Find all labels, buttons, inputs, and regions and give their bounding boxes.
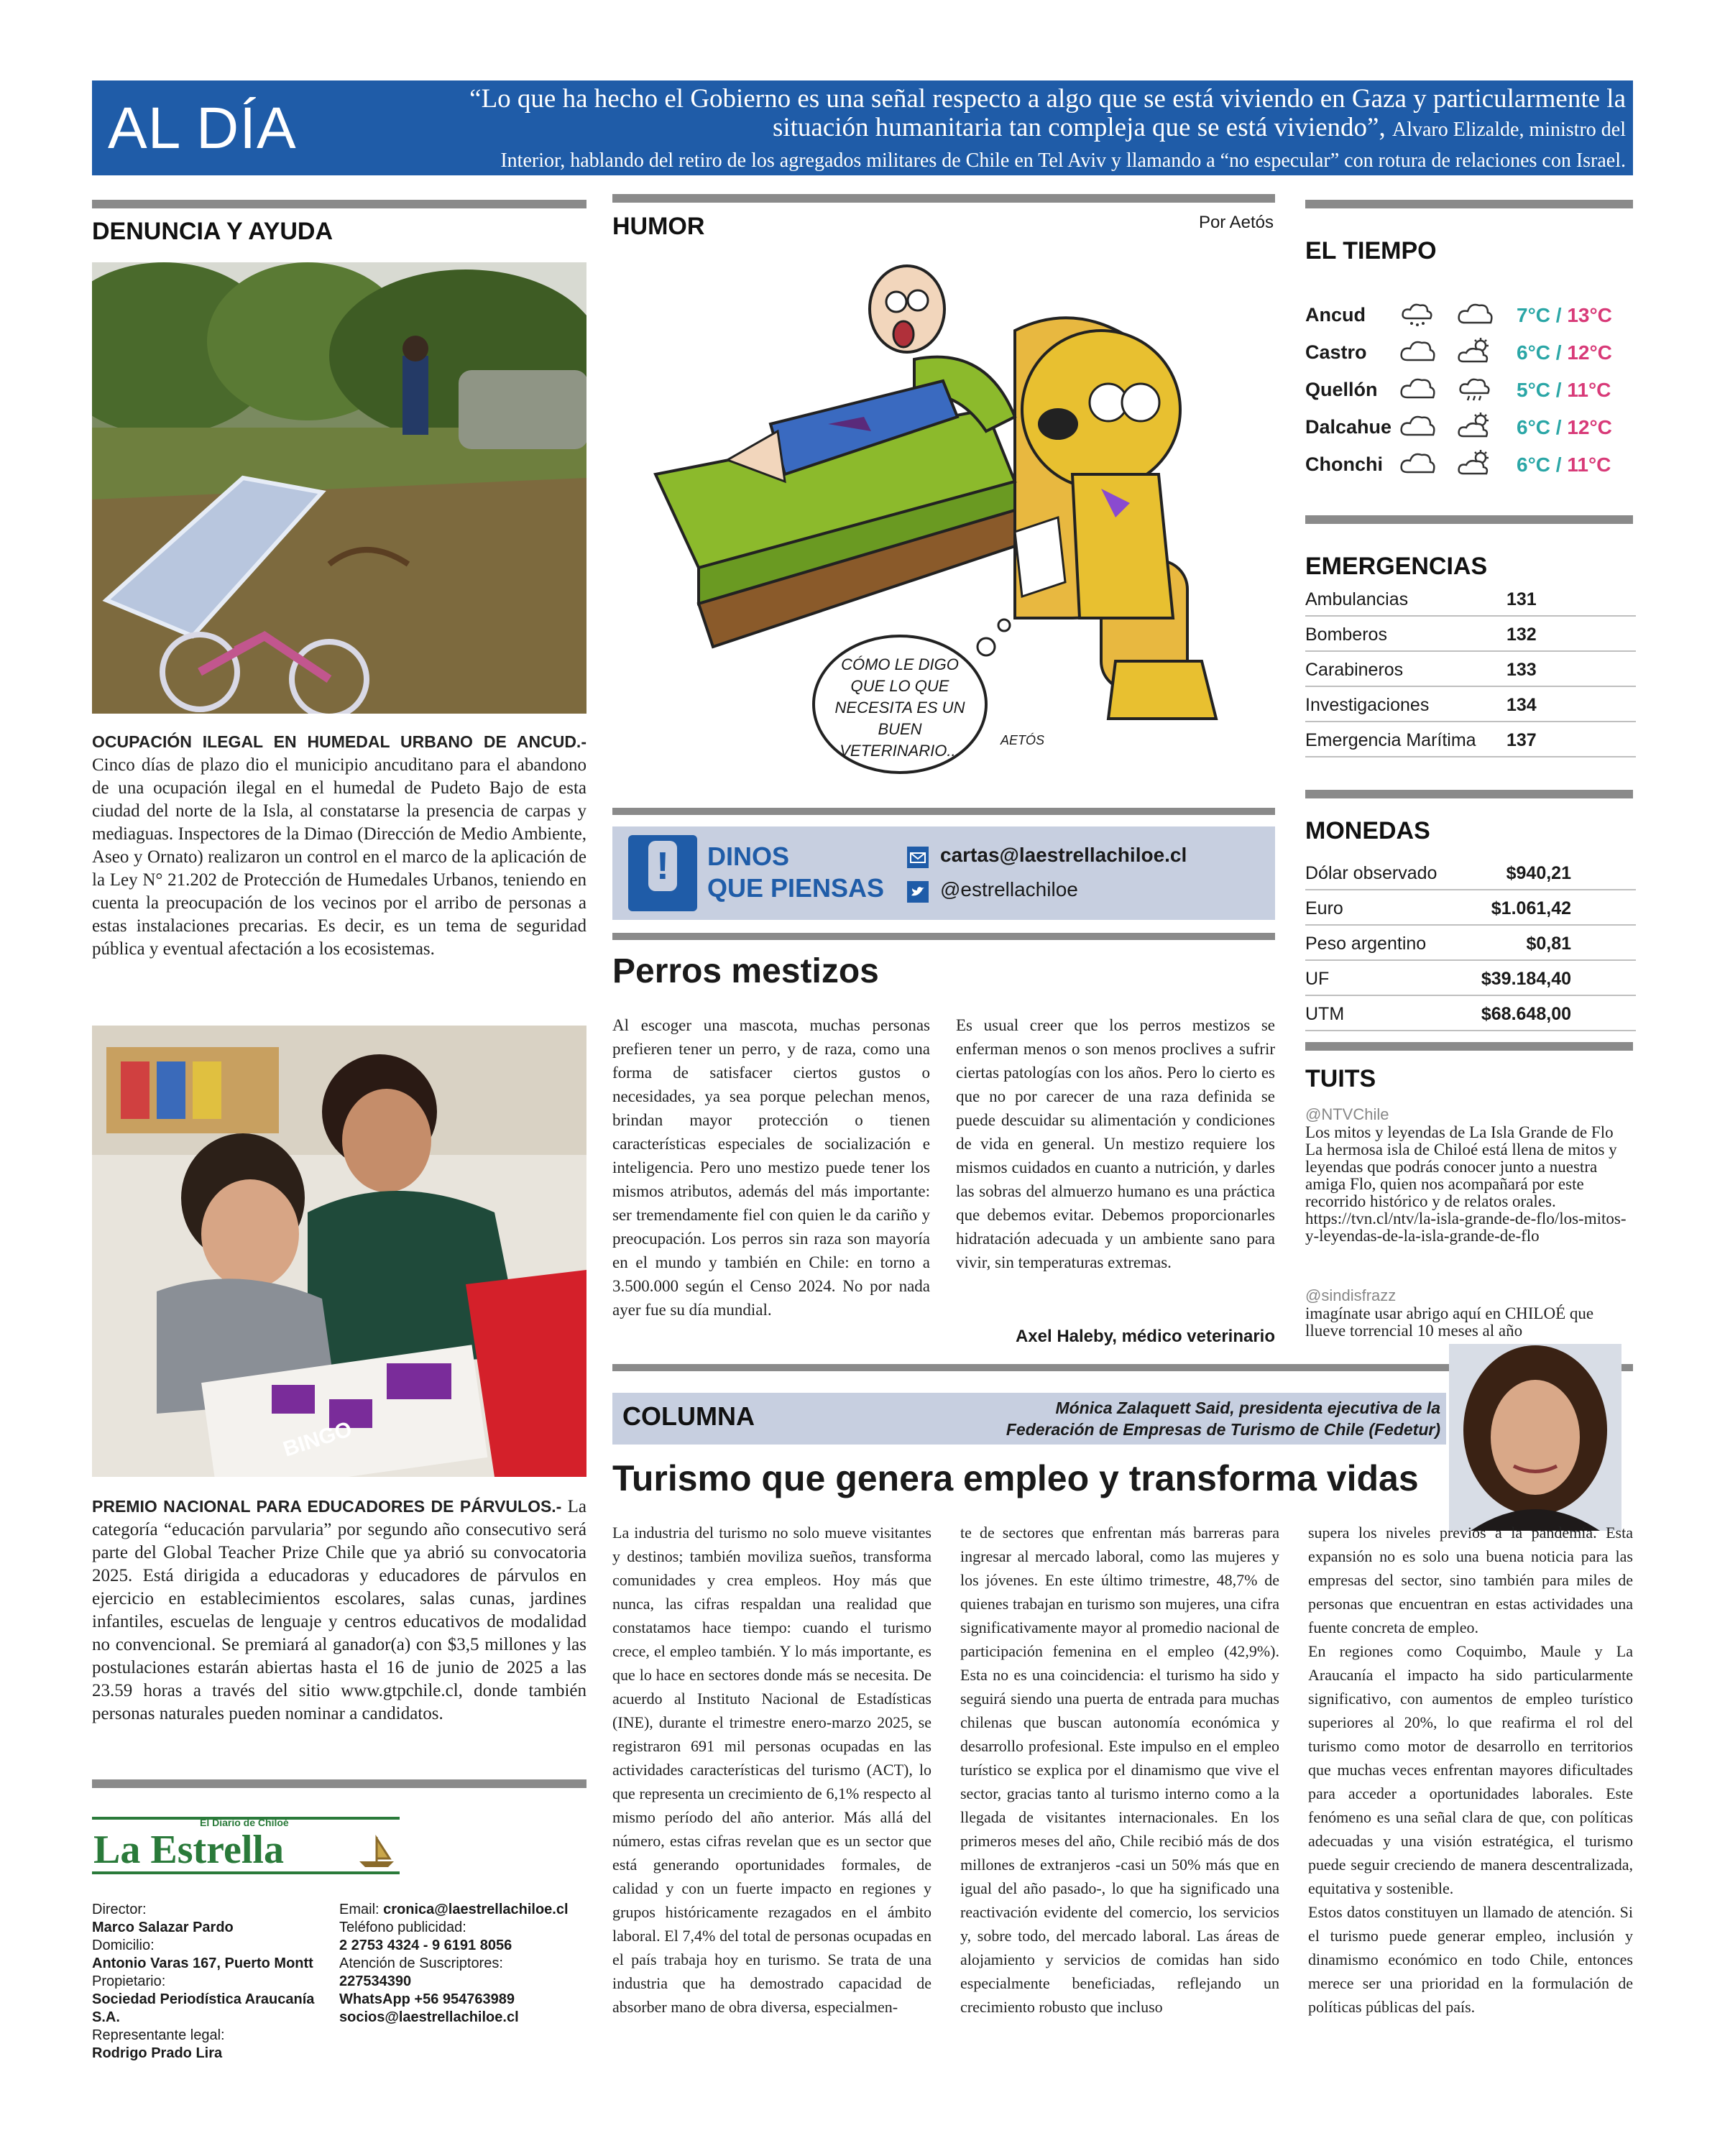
currency-label: UF: [1305, 969, 1330, 989]
weather-row: Quellón 5°C / 11°C: [1305, 373, 1636, 407]
section-header-title: AL DÍA: [108, 96, 297, 161]
currency-row: [1305, 891, 1636, 926]
columna-col3-para3: Estos datos constituyen un llamado de atención. Si el turismo puede generar empleo, inclusión y dinamismo económico en todo Chile, entonces merece ser una prioridad en la formulación de políticas públicas del país.: [1308, 1903, 1633, 2016]
headline-denuncia: OCUPACIÓN ILEGAL EN HUMEDAL URBANO DE ANCUD.-: [92, 732, 586, 751]
masthead-credits: [92, 1901, 336, 2063]
header-quote: [388, 85, 1626, 144]
photo-educator-bingo: [92, 1026, 586, 1477]
masthead-tagline: El Diario de Chiloé: [200, 1817, 289, 1828]
section-title-tuits: TUITS: [1305, 1065, 1376, 1092]
cloud-snow-icon: [1399, 300, 1436, 328]
tweet-handle[interactable]: @sindisfrazz: [1305, 1286, 1397, 1304]
weather-city: Ancud: [1305, 304, 1366, 326]
columna-col3-para1: supera los niveles previos a la pandemia. Esta expansión no es solo una buena noticia para las empresas del sector, sino también para miles de personas que encuentran en estas actividades una fuente concreta de empleo.: [1308, 1524, 1633, 1636]
section-title-denuncia: DENUNCIA Y AYUDA: [92, 218, 334, 245]
bingo-card-label: BINGO: [280, 1416, 355, 1462]
headline-premio: PREMIO NACIONAL PARA EDUCADORES DE PÁRVULOS.-: [92, 1497, 562, 1516]
section-title-tiempo: EL TIEMPO: [1305, 237, 1437, 264]
currency-value: $39.184,40: [1481, 969, 1571, 989]
dinos-box: [612, 826, 1275, 920]
dinos-heading: [707, 841, 884, 904]
emergency-row: [1305, 582, 1636, 617]
contact-label: Email:: [339, 1902, 380, 1917]
currency-value: $68.648,00: [1481, 1004, 1571, 1024]
section-rule: [1305, 515, 1633, 524]
masthead-contacts: [339, 1901, 587, 2027]
emergency-label: Carabineros: [1305, 660, 1404, 680]
header-context: Interior, hablando del retiro de los agregados militares de Chile en Tel Aviv y llamando a “no especular” con rotura de relaciones con Israel.: [500, 149, 1626, 172]
temp-max: 13°C: [1567, 304, 1612, 326]
temp-min: 6°C: [1517, 341, 1550, 364]
photo-wetland-occupation: [92, 262, 586, 714]
emergency-label: Emergencia Marítima: [1305, 730, 1476, 750]
opinion-title: Perros mestizos: [612, 952, 879, 990]
cloud-icon: [1399, 412, 1436, 441]
columna-col3-para2: En regiones como Coquimbo, Maule y La Araucanía el impacto ha sido particularmente significativo, con aumentos de empleo turístico superiores al 20%, lo que reafirma el rol del turismo como motor de desarrollo en territorios que muchas veces enfrentan mayores dificultades para acceder a oportunidades laborales. Este fenómeno es una señal clara de que, con políticas adecuadas y una visión estratégica, el turismo puede seguir creciendo de manera descentralizada, equitativa y sostenible.: [1308, 1642, 1633, 1897]
temp-min: 7°C: [1517, 304, 1550, 326]
tweet-item: [1305, 1105, 1633, 1245]
humor-byline: Por Aetós: [1198, 213, 1274, 232]
temp-min: 5°C: [1517, 379, 1550, 401]
dinos-line1: DINOS: [707, 842, 790, 871]
dinos-email[interactable]: cartas@laestrellachiloe.cl: [940, 844, 1187, 866]
contact-label: Atención de Suscriptores:: [339, 1955, 503, 1971]
cloud-icon: [1456, 300, 1494, 328]
currency-value: $1.061,42: [1491, 898, 1571, 918]
opinion-col2: Es usual creer que los perros mestizos se enferman menos o son menos proclives a sufrir ciertas patologías con los años. Pero lo cierto es que no por carecer de una raza definida se puede descuidar su alimentación y condiciones de vida en general. Un mestizo requiere los mismos cuidados en cuanto a nutrición, y darles las sobras del almuerzo humano es una práctica que debemos evitar. Debemos proporcionarles hidratación adecuada y un ambiente sano para vivir, sin temperaturas extremas.: [956, 1016, 1275, 1271]
contact-subs: 227534390: [339, 1973, 412, 1989]
temp-min: 6°C: [1517, 453, 1550, 476]
contact-phone: 2 2753 4324 - 9 6191 8056: [339, 1938, 512, 1953]
columna-label: COLUMNA: [622, 1401, 755, 1431]
masthead-logo: [92, 1817, 400, 1874]
tweet-text: Los mitos y leyendas de La Isla Grande de Flo La hermosa isla de Chiloé está llena de mitos y leyendas que podrás conocer junto a nuestra amiga Flo, quien nos acompañará por este recorrido histórico y de relatos orales. https://tvn.cl/ntv/la-isla-grande-de-flo/los-mitos-y-leyendas-de-la-isla-grande-de-flo: [1305, 1123, 1627, 1245]
emergency-label: Investigaciones: [1305, 695, 1430, 715]
emergency-number: 134: [1506, 695, 1537, 715]
weather-city: Chonchi: [1305, 453, 1383, 475]
section-title-monedas: MONEDAS: [1305, 817, 1430, 844]
emergency-number: 133: [1506, 660, 1537, 680]
weather-city: Quellón: [1305, 379, 1378, 400]
article-denuncia: [92, 730, 586, 961]
currency-row: [1305, 997, 1636, 1031]
currency-label: Peso argentino: [1305, 934, 1427, 954]
weather-row: Chonchi 6°C / 11°C: [1305, 448, 1636, 482]
temp-min: 6°C: [1517, 416, 1550, 438]
cartoon-signature: AETÓS: [1000, 733, 1045, 747]
section-rule: [612, 808, 1275, 815]
currency-row: [1305, 962, 1636, 996]
weather-city: Castro: [1305, 341, 1367, 363]
columna-author-line1: Mónica Zalaquett Said, presidenta ejecutiva de la: [1055, 1399, 1440, 1417]
emergency-number: 131: [1506, 589, 1537, 609]
currency-value: $940,21: [1506, 863, 1571, 883]
section-rule: [1305, 790, 1633, 798]
humor-cartoon: [612, 244, 1275, 776]
opinion-col1: Al escoger una mascota, muchas personas prefieren tener un perro, y de raza, como una forma de satisfacer ciertos gustos o necesidades, ya sea porque pelechan menos, brindan mayor protección o tienen características especiales de socialización e inteligencia. Pero uno mestizo puede tener los mismos atributos, además del más importante: ser tremendamente fiel con quien le da cariño y preocupación. Los perros sin raza son mayoría en el mundo y también en Chile: en torno a 3.500.000 según el Censo 2024. No por nada ayer fue su día mundial.: [612, 1016, 930, 1319]
columna-author: [834, 1397, 1440, 1440]
section-rule: [92, 200, 586, 208]
body-premio: La categoría “educación parvularia” por segundo año consecutivo será parte del Global Teacher Prize Chile que ya abrió su convocatoria 2025. Está dirigida a educadoras y educadores de párvulos en ejercicio en establecimientos escolares, salas cunas, jardines infantiles, escuelas de lenguaje y centros educativos de modalidad no convencional. Se premiará al ganador(a) con $3,5 millones y las postulaciones estarán abiertas hasta el 16 de junio de 2025 a las 23.59 horas a través del sitio www.gtpchile.cl, donde también personas naturales pueden nominar a candidatos.: [92, 1497, 587, 1723]
columna-author-line2: Federación de Empresas de Turismo de Chile (Fedetur): [1006, 1420, 1440, 1439]
emergency-label: Ambulancias: [1305, 589, 1409, 609]
credit-label: Representante legal:: [92, 2027, 225, 2043]
weather-row: Dalcahue 6°C / 12°C: [1305, 410, 1636, 445]
contact-email[interactable]: cronica@laestrellachiloe.cl: [383, 1902, 569, 1917]
tweet-handle[interactable]: @NTVChile: [1305, 1105, 1389, 1123]
credit-value: Sociedad Periodística Araucanía S.A.: [92, 1991, 315, 2025]
exclamation-icon: !: [628, 835, 697, 911]
columna-col1: La industria del turismo no solo mueve visitantes y destinos; también moviliza sueños, transforma comunidades y crea empleos. Hoy más que nunca, las cifras respaldan una realidad que constatamos hace tiempo: cuando el turismo crece, el empleo también. Y lo más importante, es que lo hace en sectores donde más se necesita. De acuerdo al Instituto Nacional de Estadísticas (INE), durante el trimestre enero-marzo 2025, se registraron 691 mil personas ocupadas en las actividades características del turismo (ACT), lo que representa un crecimiento de 6,1% respecto al mismo período del año anterior. Más allá del número, estas cifras revelan que es un sector que está generando oportunidades formales, de calidad y con un fuerte impacto en regiones y grupos históricamente rezagados en el ámbito laboral. El 7,4% del total de personas ocupadas en el país trabaja hoy en turismo. Se trata de una industria que ha demostrado capacidad de absorber mano de obra diversa, especialmen-: [612, 1524, 932, 2016]
columna-title: Turismo que genera empleo y transforma vidas: [612, 1458, 1419, 1498]
emergency-number: 137: [1506, 730, 1537, 750]
cloud-rain-icon: [1456, 374, 1494, 403]
temp-max: 11°C: [1567, 453, 1611, 476]
section-rule: [1305, 1042, 1633, 1051]
credit-label: Director:: [92, 1902, 147, 1917]
cartoon-bubble-text: CÓMO LE DIGO QUE LO QUE NECESITA ES UN BUEN VETERINARIO...: [834, 655, 965, 760]
currency-row: [1305, 856, 1636, 890]
cloud-icon: [1399, 374, 1436, 403]
sun-cloud-icon: [1456, 337, 1494, 366]
credit-value: Rodrigo Prado Lira: [92, 2045, 223, 2061]
author-portrait: [1449, 1344, 1622, 1531]
dinos-line2: QUE PIENSAS: [707, 873, 885, 903]
tweet-item: [1305, 1286, 1633, 1340]
tweet-text: imagínate usar abrigo aquí en CHILOÉ que llueve torrencial 10 meses al año: [1305, 1304, 1594, 1340]
section-rule: [612, 194, 1275, 203]
emergency-row: [1305, 653, 1636, 687]
credit-value: Antonio Varas 167, Puerto Montt: [92, 1955, 313, 1971]
email-icon: [907, 847, 929, 868]
quote-attribution: Alvaro Elizalde, ministro del: [1392, 119, 1626, 141]
credit-label: Propietario:: [92, 1973, 166, 1989]
currency-label: Euro: [1305, 898, 1343, 918]
temp-max: 12°C: [1567, 341, 1612, 364]
columna-col3: [1308, 1521, 1633, 2019]
section-rule: [612, 933, 1275, 940]
sun-cloud-icon: [1456, 449, 1494, 478]
section-rule: [1305, 200, 1633, 208]
currency-row: [1305, 926, 1636, 961]
cloud-icon: [1399, 337, 1436, 366]
credit-value: Marco Salazar Pardo: [92, 1920, 234, 1935]
dinos-twitter[interactable]: @estrellachiloe: [940, 878, 1078, 900]
temp-max: 11°C: [1567, 379, 1611, 401]
weather-city: Dalcahue: [1305, 416, 1392, 438]
section-title-humor: HUMOR: [612, 213, 705, 240]
article-premio: [92, 1495, 586, 1726]
currency-value: $0,81: [1526, 934, 1571, 954]
section-title-emergencias: EMERGENCIAS: [1305, 553, 1488, 580]
boat-icon: [355, 1833, 398, 1870]
cloud-icon: [1399, 449, 1436, 478]
emergency-row: [1305, 617, 1636, 652]
contact-whatsapp: WhatsApp +56 954763989: [339, 1991, 515, 2007]
section-rule: [92, 1779, 586, 1788]
opinion-author: Axel Haleby, médico veterinario: [1015, 1327, 1275, 1346]
weather-row: Castro 6°C / 12°C: [1305, 336, 1636, 370]
contact-socios[interactable]: socios@laestrellachiloe.cl: [339, 2009, 519, 2025]
currency-label: UTM: [1305, 1004, 1345, 1024]
emergency-row: [1305, 723, 1636, 757]
emergency-number: 132: [1506, 625, 1537, 645]
body-denuncia: Cinco días de plazo dio el municipio ancuditano para el abandono de una ocupación ilegal en el humedal de Pudeto Bajo de esta ciudad del norte de la Isla, al constatarse la presencia de carpas y mediaguas. Inspectores de la Dimao (Dirección de Medio Ambiente, Aseo y Ornato) realizaron un control en el marco de la aplicación de la Ley N° 21.202 de Protección de Humedales Urbanos, teniendo en cuenta la preocupación de los vecinos por el arribo de personas a estas instalaciones precarias. Es decir, es un tema de seguridad pública y eventual afectación a los ecosistemas.: [92, 755, 586, 959]
weather-row: Ancud 7°C / 13°C: [1305, 298, 1636, 333]
emergency-label: Bomberos: [1305, 625, 1387, 645]
currency-label: Dólar observado: [1305, 863, 1438, 883]
twitter-icon: [907, 881, 929, 903]
masthead-name: La Estrella: [93, 1828, 284, 1872]
sun-cloud-icon: [1456, 412, 1494, 441]
emergency-row: [1305, 688, 1636, 722]
columna-col2: te de sectores que enfrentan más barreras para ingresar al mercado laboral, como las mujeres y los jóvenes. En este último trimestre, 48,7% de quienes trabajan en turismo son mujeres, una cifra significativamente mayor al promedio nacional de participación femenina en el empleo (42,9%). Esta no es una coincidencia: el turismo ha sido y seguirá siendo una puerta de entrada para muchas chilenas que buscan autonomía económica y desarrollo profesional. Este impulso en el empleo turístico se explica por el dinamismo que vive el sector, gracias tanto al turismo interno como a la llegada de visitantes internacionales. En los primeros meses del año, Chile recibió más de dos millones de extranjeros -casi un 50% más que en igual del año pasado-, lo que ha significado una reactivación evidente del comercio, los servicios y, sobre todo, del mercado laboral. Las áreas de alojamiento y servicios de comidas han sido especialmente beneficiadas, reflejando un crecimiento robusto que incluso: [960, 1524, 1279, 2016]
quote-text: “Lo que ha hecho el Gobierno es una señal respecto a algo que se está viviendo en Gaza y particularmente la situación humanitaria tan compleja que se está viviendo”,: [469, 84, 1626, 142]
contact-label: Teléfono publicidad:: [339, 1920, 466, 1935]
credit-label: Domicilio:: [92, 1938, 155, 1953]
temp-max: 12°C: [1567, 416, 1612, 438]
